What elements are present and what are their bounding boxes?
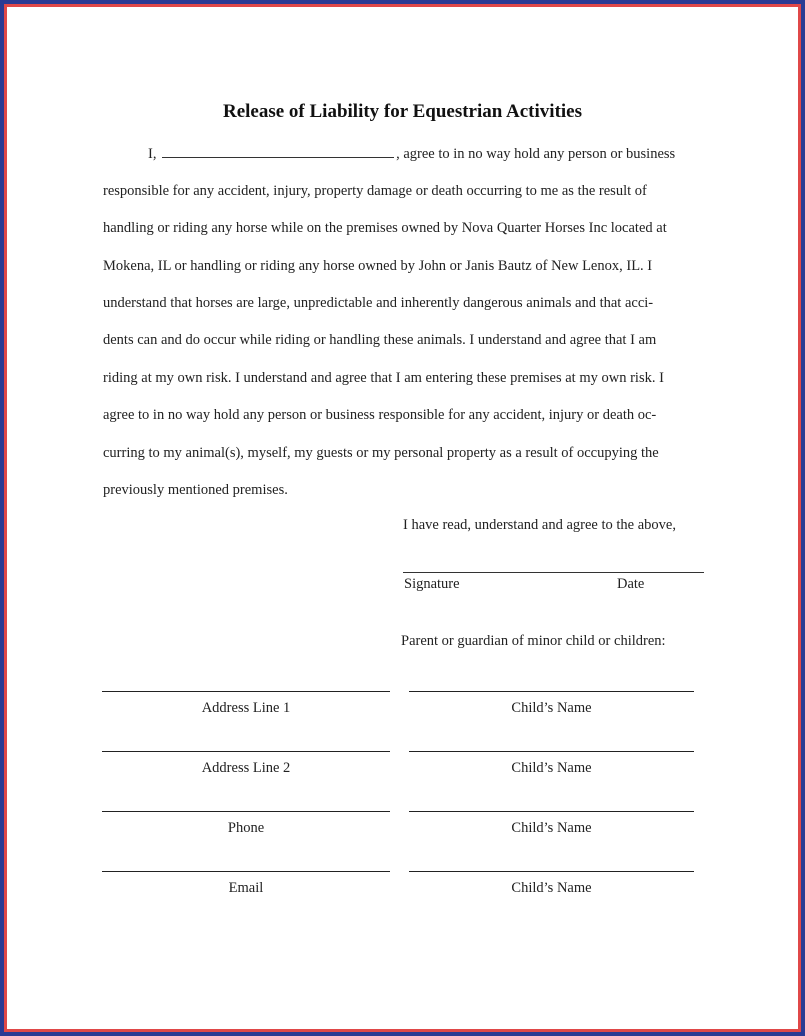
acknowledgement-text: I have read, understand and agree to the above, (403, 517, 676, 533)
body-line: understand that horses are large, unpredictable and inherently dangerous animals and that acci- (103, 295, 654, 311)
body-line: Mokena, IL or handling or riding any horse owned by John or Janis Bautz of New Lenox, IL. I (103, 258, 653, 274)
child-name-1-label: Child’s Name (511, 700, 592, 716)
signature-label: Signature (404, 576, 460, 592)
child-name-1-field[interactable] (409, 691, 694, 692)
first-line-end: , agree to in no way hold any person or business (396, 146, 676, 162)
body-line: riding at my own risk. I understand and agree that I am entering these premises at my own risk. I (103, 370, 664, 386)
guardian-label: Parent or guardian of minor child or children: (401, 633, 666, 649)
email-label: Email (228, 880, 264, 896)
address-line-1-label: Address Line 1 (201, 700, 291, 716)
body-line-first (148, 145, 675, 163)
address-line-2-label: Address Line 2 (201, 760, 291, 776)
child-name-3-field[interactable] (409, 811, 694, 812)
first-line-start: I, (148, 146, 157, 162)
body-line: previously mentioned premises. (103, 482, 288, 498)
body-line: responsible for any accident, injury, property damage or death occurring to me as the result of (103, 183, 647, 199)
document-title: Release of Liability for Equestrian Activities (222, 101, 583, 122)
child-name-4-label: Child’s Name (511, 880, 592, 896)
body-line: handling or riding any horse while on the premises owned by Nova Quarter Horses Inc located at (103, 220, 667, 236)
phone-field[interactable] (102, 811, 390, 812)
body-line: curring to my animal(s), myself, my guests or my personal property as a result of occupying the (103, 445, 659, 461)
email-field[interactable] (102, 871, 390, 872)
signature-line[interactable] (403, 572, 704, 573)
address-line-2-field[interactable] (102, 751, 390, 752)
body-line: dents can and do occur while riding or handling these animals. I understand and agree that I am (103, 332, 657, 348)
child-name-3-label: Child’s Name (511, 820, 592, 836)
phone-label: Phone (227, 820, 265, 836)
name-blank[interactable] (162, 145, 394, 158)
child-name-2-label: Child’s Name (511, 760, 592, 776)
body-line: agree to in no way hold any person or business responsible for any accident, injury or death oc- (103, 407, 657, 423)
date-label: Date (617, 576, 645, 592)
child-name-4-field[interactable] (409, 871, 694, 872)
child-name-2-field[interactable] (409, 751, 694, 752)
address-line-1-field[interactable] (102, 691, 390, 692)
